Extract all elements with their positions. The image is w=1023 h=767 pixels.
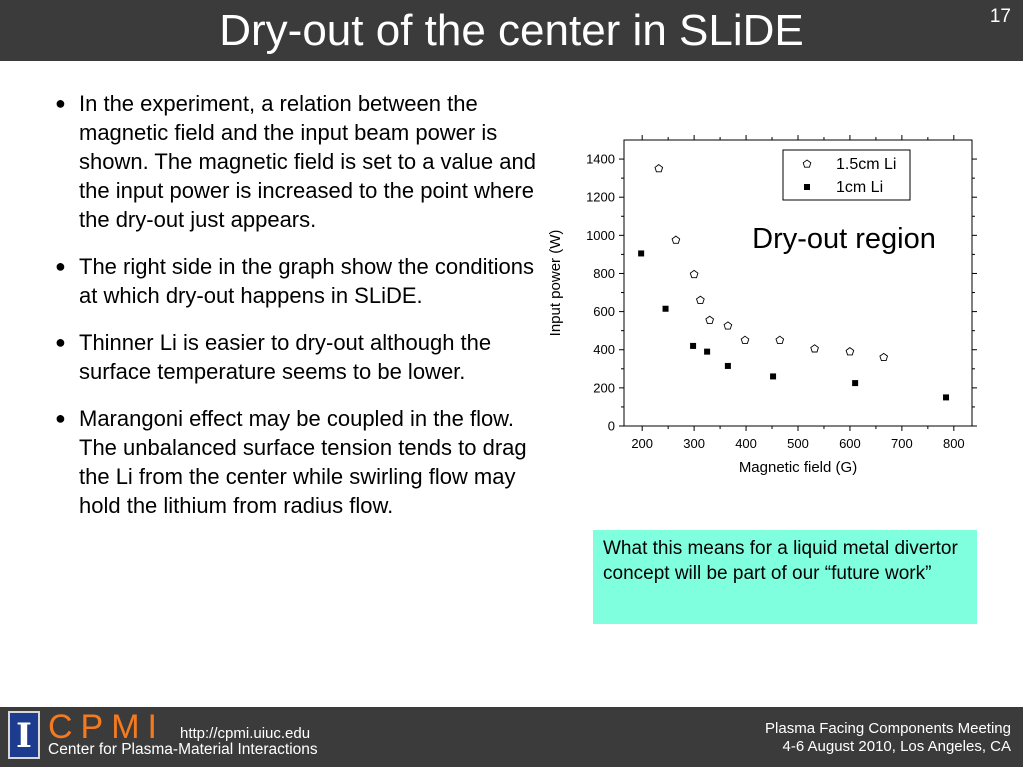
website-link[interactable]: http://cpmi.uiuc.edu [180, 725, 311, 742]
bullet-marker: ● [55, 408, 66, 428]
y-tick-label: 400 [593, 342, 615, 358]
footer [0, 707, 1023, 767]
data-point-series-1 [697, 296, 705, 303]
data-point-series-1 [706, 316, 714, 323]
meeting-date-location: 4-6 August 2010, Los Angeles, CA [782, 738, 1011, 755]
bullet-item [55, 89, 545, 234]
data-point-series-2 [725, 363, 731, 369]
meeting-name: Plasma Facing Components Meeting [765, 720, 1011, 737]
data-point-series-1 [690, 270, 698, 277]
logo-letter: I [16, 716, 32, 756]
scatter-chart [540, 128, 990, 488]
bullet-marker: ● [55, 93, 66, 113]
data-point-series-1 [811, 345, 819, 352]
title-bar [0, 0, 1023, 61]
bullet-item [55, 252, 545, 310]
y-tick-label: 0 [607, 418, 615, 434]
data-point-series-2 [690, 343, 696, 349]
slide-number: 17 [989, 6, 1011, 27]
slide-title: Dry-out of the center in SLiDE [219, 6, 804, 55]
legend-label: 1.5cm Li [836, 156, 897, 173]
bullet-text: The right side in the graph show the conditions at which dry-out happens in SLiDE. [79, 254, 534, 308]
data-point-series-1 [776, 336, 784, 343]
bullet-marker: ● [55, 256, 66, 276]
y-tick-label: 1200 [586, 189, 615, 205]
legend-marker [804, 184, 810, 190]
data-point-series-2 [638, 250, 644, 256]
data-point-series-2 [704, 349, 710, 355]
bullet-text: Marangoni effect may be coupled in the flow. The unbalanced surface tension tends to drag the Li from the center while swirling flow may hold the lithium from radius flow. [79, 406, 527, 518]
bullet-list [55, 89, 545, 538]
x-tick-label: 300 [683, 436, 705, 451]
x-tick-label: 500 [787, 436, 809, 451]
x-tick-label: 600 [839, 436, 861, 451]
y-axis-label: Input power (W) [547, 229, 564, 337]
x-axis-label: Magnetic field (G) [738, 459, 858, 476]
x-tick-label: 200 [631, 436, 654, 451]
bullet-item [55, 404, 545, 520]
data-point-series-1 [741, 336, 749, 343]
bullet-text: In the experiment, a relation between the magnetic field and the input beam power is shown. The magnetic field is set to a value and the input power is increased to the point where the dry-out just appears. [79, 91, 536, 232]
data-point-series-2 [943, 394, 949, 400]
y-tick-label: 800 [593, 265, 615, 281]
data-point-series-2 [663, 306, 669, 312]
x-tick-label: 400 [735, 436, 757, 451]
data-point-series-1 [846, 348, 854, 355]
bullet-marker: ● [55, 332, 66, 352]
y-tick-label: 200 [593, 380, 615, 396]
data-point-series-1 [724, 322, 732, 329]
university-logo [8, 711, 40, 759]
bullet-text: Thinner Li is easier to dry-out although the surface temperature seems to be lower. [79, 330, 492, 384]
dry-out-region-label: Dry-out region [752, 223, 936, 255]
note-box: What this means for a liquid metal divertor concept will be part of our “future work” [593, 530, 977, 624]
x-tick-label: 700 [891, 436, 913, 451]
y-tick-label: 1400 [586, 151, 615, 167]
data-point-series-1 [655, 165, 663, 172]
organization-name: Center for Plasma-Material Interactions [48, 741, 318, 758]
data-point-series-1 [880, 353, 888, 360]
y-tick-label: 600 [593, 304, 615, 320]
bullet-item [55, 328, 545, 386]
data-point-series-2 [852, 380, 858, 386]
legend-label: 1cm Li [836, 179, 884, 196]
data-point-series-1 [672, 236, 680, 243]
y-tick-label: 1000 [586, 227, 615, 243]
x-tick-label: 800 [942, 436, 965, 451]
data-point-series-2 [770, 373, 776, 379]
cpmi-logo-text: CPMI [48, 708, 165, 746]
